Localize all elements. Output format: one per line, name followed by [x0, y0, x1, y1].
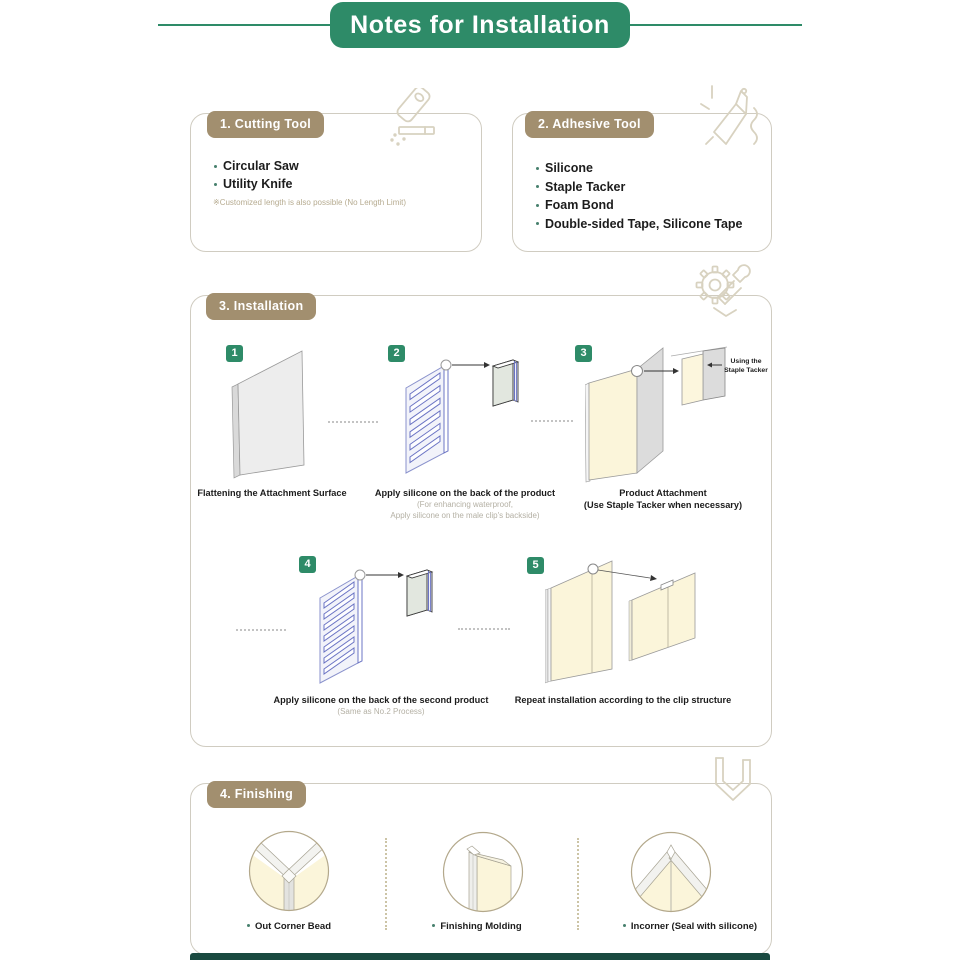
corner-molding-icon: [702, 754, 764, 818]
tool-label: Circular Saw: [223, 159, 299, 173]
tool-label: Foam Bond: [545, 198, 614, 212]
bullet-icon: [623, 924, 626, 927]
step5-repeat-diagram: [545, 556, 713, 686]
annotation-line: Staple Tacker: [724, 366, 768, 374]
bullet-icon: [432, 924, 435, 927]
dotted-separator: [236, 629, 286, 631]
bullet-icon: [536, 185, 539, 188]
cutting-tool-list: [214, 159, 299, 191]
step2-silicone-diagram: [398, 358, 528, 480]
finishing-molding-caption: [417, 921, 537, 932]
cutting-note: ※Customized length is also possible (No Length Limit): [213, 198, 407, 207]
tool-label: Utility Knife: [223, 177, 293, 191]
step-badge-5: 5: [527, 557, 544, 574]
finishing-label: 4. Finishing: [207, 781, 306, 808]
list-item: [536, 198, 743, 212]
bullet-icon: [536, 204, 539, 207]
bullet-icon: [214, 165, 217, 168]
gear-wrench-icon: [688, 260, 758, 328]
silicone-tube-icon: [698, 82, 768, 164]
list-item: [214, 177, 299, 191]
caption-line: Incorner (Seal with silicone): [630, 921, 758, 932]
caption-line: Finishing Molding: [440, 921, 522, 932]
next-section-banner: [190, 953, 770, 960]
step2-caption: [355, 488, 575, 521]
caption-subline: Apply silicone on the male clip's backside): [390, 511, 540, 520]
step4-caption: [266, 695, 496, 717]
caption-line: Apply silicone on the back of the second product: [273, 695, 489, 705]
bullet-icon: [247, 924, 250, 927]
page-title: Notes for Installation: [330, 2, 630, 48]
caption-subline: (Same as No.2 Process): [337, 707, 425, 716]
dotted-separator: [577, 838, 579, 930]
caption-line: Apply silicone on the back of the product: [374, 488, 556, 498]
installation-label: 3. Installation: [206, 293, 316, 320]
incorner-diagram: [629, 830, 713, 914]
dotted-separator: [328, 421, 378, 423]
utility-knife-icon: [378, 88, 444, 150]
step-badge-4: 4: [299, 556, 316, 573]
list-item: [214, 159, 299, 173]
step5-caption: Repeat installation according to the clip structure: [514, 695, 732, 705]
step-badge-2: 2: [388, 345, 405, 362]
finishing-molding-diagram: [441, 830, 525, 914]
step4-silicone-diagram: [312, 568, 442, 690]
annotation-line: Using the: [730, 358, 762, 365]
caption-subline: (For enhancing waterproof,: [416, 500, 514, 509]
step-badge-3: 3: [575, 345, 592, 362]
list-item: [536, 217, 743, 231]
cutting-tool-label: 1. Cutting Tool: [207, 111, 324, 138]
out-corner-caption: [229, 921, 349, 932]
bullet-icon: [536, 167, 539, 170]
step-badge-1: 1: [226, 345, 243, 362]
list-item: [536, 161, 743, 175]
tool-label: Double-sided Tape, Silicone Tape: [545, 216, 743, 231]
title-rule-left: [158, 24, 330, 26]
title-rule-right: [630, 24, 802, 26]
adhesive-tool-list: [536, 161, 743, 231]
bullet-icon: [536, 222, 539, 225]
out-corner-bead-diagram: [247, 829, 331, 913]
caption-subline: (Use Staple Tacker when necessary): [583, 500, 743, 510]
list-item: [536, 180, 743, 194]
dotted-separator: [458, 628, 510, 630]
incorner-caption: [610, 921, 770, 932]
tool-label: Staple Tacker: [545, 179, 626, 194]
staple-tacker-annotation: [718, 358, 774, 375]
step1-panel-diagram: [230, 347, 310, 482]
dotted-separator: [385, 838, 387, 930]
tool-label: Silicone: [545, 161, 593, 175]
step3-caption: [568, 488, 758, 511]
caption-line: Product Attachment: [619, 488, 707, 498]
bullet-icon: [214, 183, 217, 186]
step1-caption: Flattening the Attachment Surface: [197, 488, 347, 498]
dotted-separator: [531, 420, 573, 422]
adhesive-tool-label: 2. Adhesive Tool: [525, 111, 654, 138]
caption-line: Out Corner Bead: [254, 921, 331, 932]
